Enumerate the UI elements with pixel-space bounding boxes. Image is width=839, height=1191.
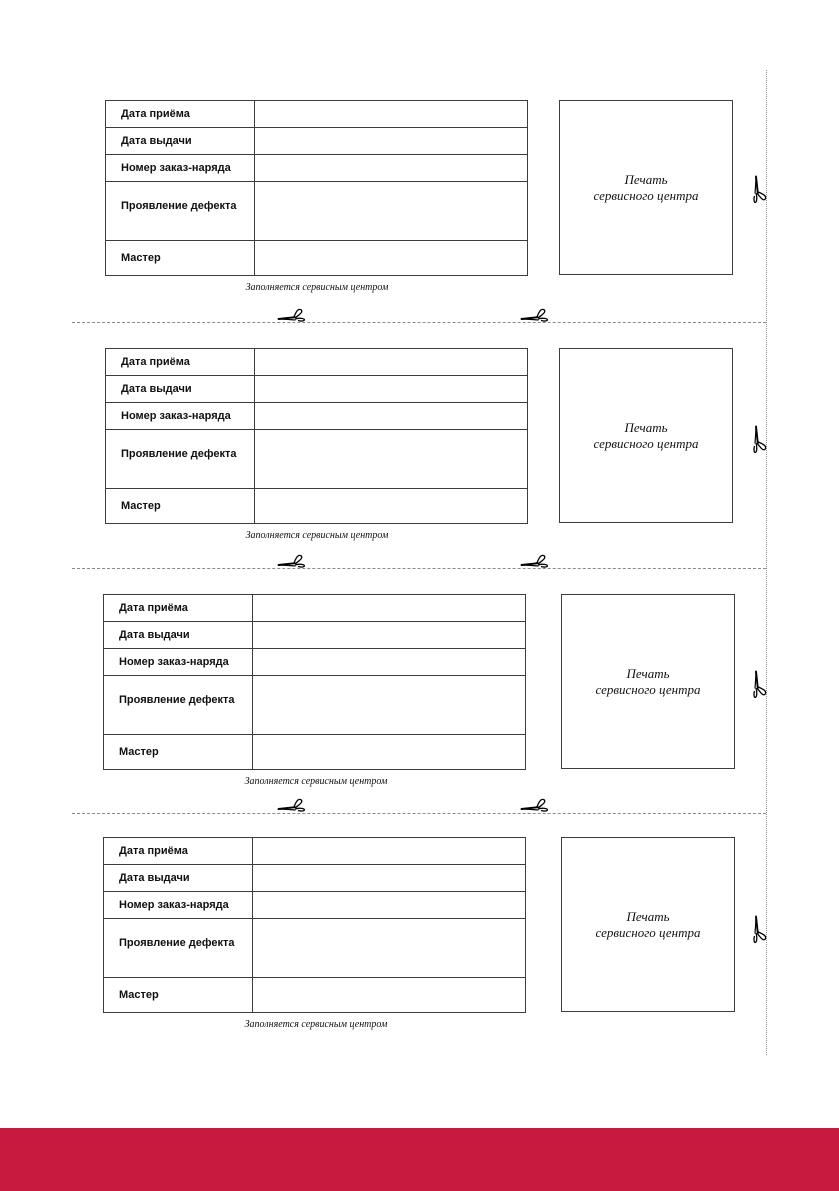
scissors-icon <box>520 308 550 322</box>
row-defect-description <box>106 429 527 488</box>
field-value-cell <box>255 376 527 402</box>
stamp-text-line-1: Печать <box>626 665 670 681</box>
row-issue-date <box>106 127 527 154</box>
row-work-order-number <box>106 402 527 429</box>
service-record-table <box>105 348 528 524</box>
row-technician <box>106 240 527 275</box>
row-work-order-number <box>106 154 527 181</box>
row-issue-date <box>104 621 525 648</box>
scissors-icon <box>520 554 550 568</box>
row-defect-description <box>106 181 527 240</box>
field-value-cell <box>253 865 525 891</box>
scissors-icon <box>753 175 767 205</box>
cut-line <box>72 813 766 814</box>
field-value-cell <box>253 595 525 621</box>
row-issue-date <box>104 864 525 891</box>
label-reception-date: Дата приёма <box>106 101 255 127</box>
row-reception-date <box>106 101 527 127</box>
service-record-table <box>103 594 526 770</box>
label-reception-date: Дата приёма <box>106 349 255 375</box>
field-value-cell <box>255 182 527 240</box>
cut-line <box>72 322 766 323</box>
filled-by-service-center-note: Заполняется сервисным центром <box>245 530 389 541</box>
filled-by-service-center-note: Заполняется сервисным центром <box>244 776 388 787</box>
label-defect-description: Проявление дефекта <box>104 676 253 734</box>
scissors-icon <box>277 798 307 812</box>
vertical-cut-line <box>766 70 767 1055</box>
label-technician: Мастер <box>106 489 255 523</box>
label-reception-date: Дата приёма <box>104 838 253 864</box>
label-issue-date: Дата выдачи <box>106 128 255 154</box>
label-work-order-number: Номер заказ-наряда <box>106 403 255 429</box>
field-value-cell <box>253 892 525 918</box>
label-work-order-number: Номер заказ-наряда <box>104 892 253 918</box>
field-value-cell <box>253 919 525 977</box>
scissors-icon <box>277 308 307 322</box>
stamp-text-line-2: сервисного центра <box>593 435 699 451</box>
stamp-text-line-2: сервисного центра <box>595 924 701 940</box>
row-issue-date <box>106 375 527 402</box>
label-defect-description: Проявление дефекта <box>106 430 255 488</box>
service-center-stamp-box <box>561 837 735 1012</box>
field-value-cell <box>253 838 525 864</box>
field-value-cell <box>255 349 527 375</box>
field-value-cell <box>255 155 527 181</box>
label-defect-description: Проявление дефекта <box>106 182 255 240</box>
stamp-text-line-2: сервисного центра <box>595 681 701 697</box>
field-value-cell <box>255 101 527 127</box>
field-value-cell <box>255 403 527 429</box>
field-value-cell <box>253 676 525 734</box>
field-value-cell <box>253 978 525 1012</box>
scissors-icon <box>753 425 767 455</box>
service-center-stamp-box <box>561 594 735 769</box>
footer-band <box>0 1128 839 1191</box>
field-value-cell <box>255 128 527 154</box>
scissors-icon <box>277 554 307 568</box>
label-technician: Мастер <box>104 978 253 1012</box>
label-technician: Мастер <box>104 735 253 769</box>
row-work-order-number <box>104 891 525 918</box>
label-issue-date: Дата выдачи <box>106 376 255 402</box>
stamp-text-line-1: Печать <box>624 419 668 435</box>
row-technician <box>106 488 527 523</box>
label-work-order-number: Номер заказ-наряда <box>106 155 255 181</box>
label-issue-date: Дата выдачи <box>104 622 253 648</box>
label-technician: Мастер <box>106 241 255 275</box>
row-reception-date <box>104 838 525 864</box>
field-value-cell <box>253 735 525 769</box>
field-value-cell <box>253 622 525 648</box>
field-value-cell <box>253 649 525 675</box>
row-technician <box>104 734 525 769</box>
field-value-cell <box>255 489 527 523</box>
row-reception-date <box>106 349 527 375</box>
field-value-cell <box>255 430 527 488</box>
scissors-icon <box>753 915 767 945</box>
cut-line <box>72 568 766 569</box>
row-work-order-number <box>104 648 525 675</box>
field-value-cell <box>255 241 527 275</box>
scissors-icon <box>753 670 767 700</box>
stamp-text-line-1: Печать <box>626 908 670 924</box>
filled-by-service-center-note: Заполняется сервисным центром <box>244 1019 388 1030</box>
stamp-text-line-1: Печать <box>624 171 668 187</box>
row-reception-date <box>104 595 525 621</box>
row-defect-description <box>104 918 525 977</box>
service-center-stamp-box <box>559 348 733 523</box>
stamp-text-line-2: сервисного центра <box>593 187 699 203</box>
label-reception-date: Дата приёма <box>104 595 253 621</box>
service-center-stamp-box <box>559 100 733 275</box>
label-work-order-number: Номер заказ-наряда <box>104 649 253 675</box>
scissors-icon <box>520 798 550 812</box>
label-defect-description: Проявление дефекта <box>104 919 253 977</box>
filled-by-service-center-note: Заполняется сервисным центром <box>245 282 389 293</box>
row-technician <box>104 977 525 1012</box>
label-issue-date: Дата выдачи <box>104 865 253 891</box>
service-record-table <box>103 837 526 1013</box>
row-defect-description <box>104 675 525 734</box>
service-record-table <box>105 100 528 276</box>
